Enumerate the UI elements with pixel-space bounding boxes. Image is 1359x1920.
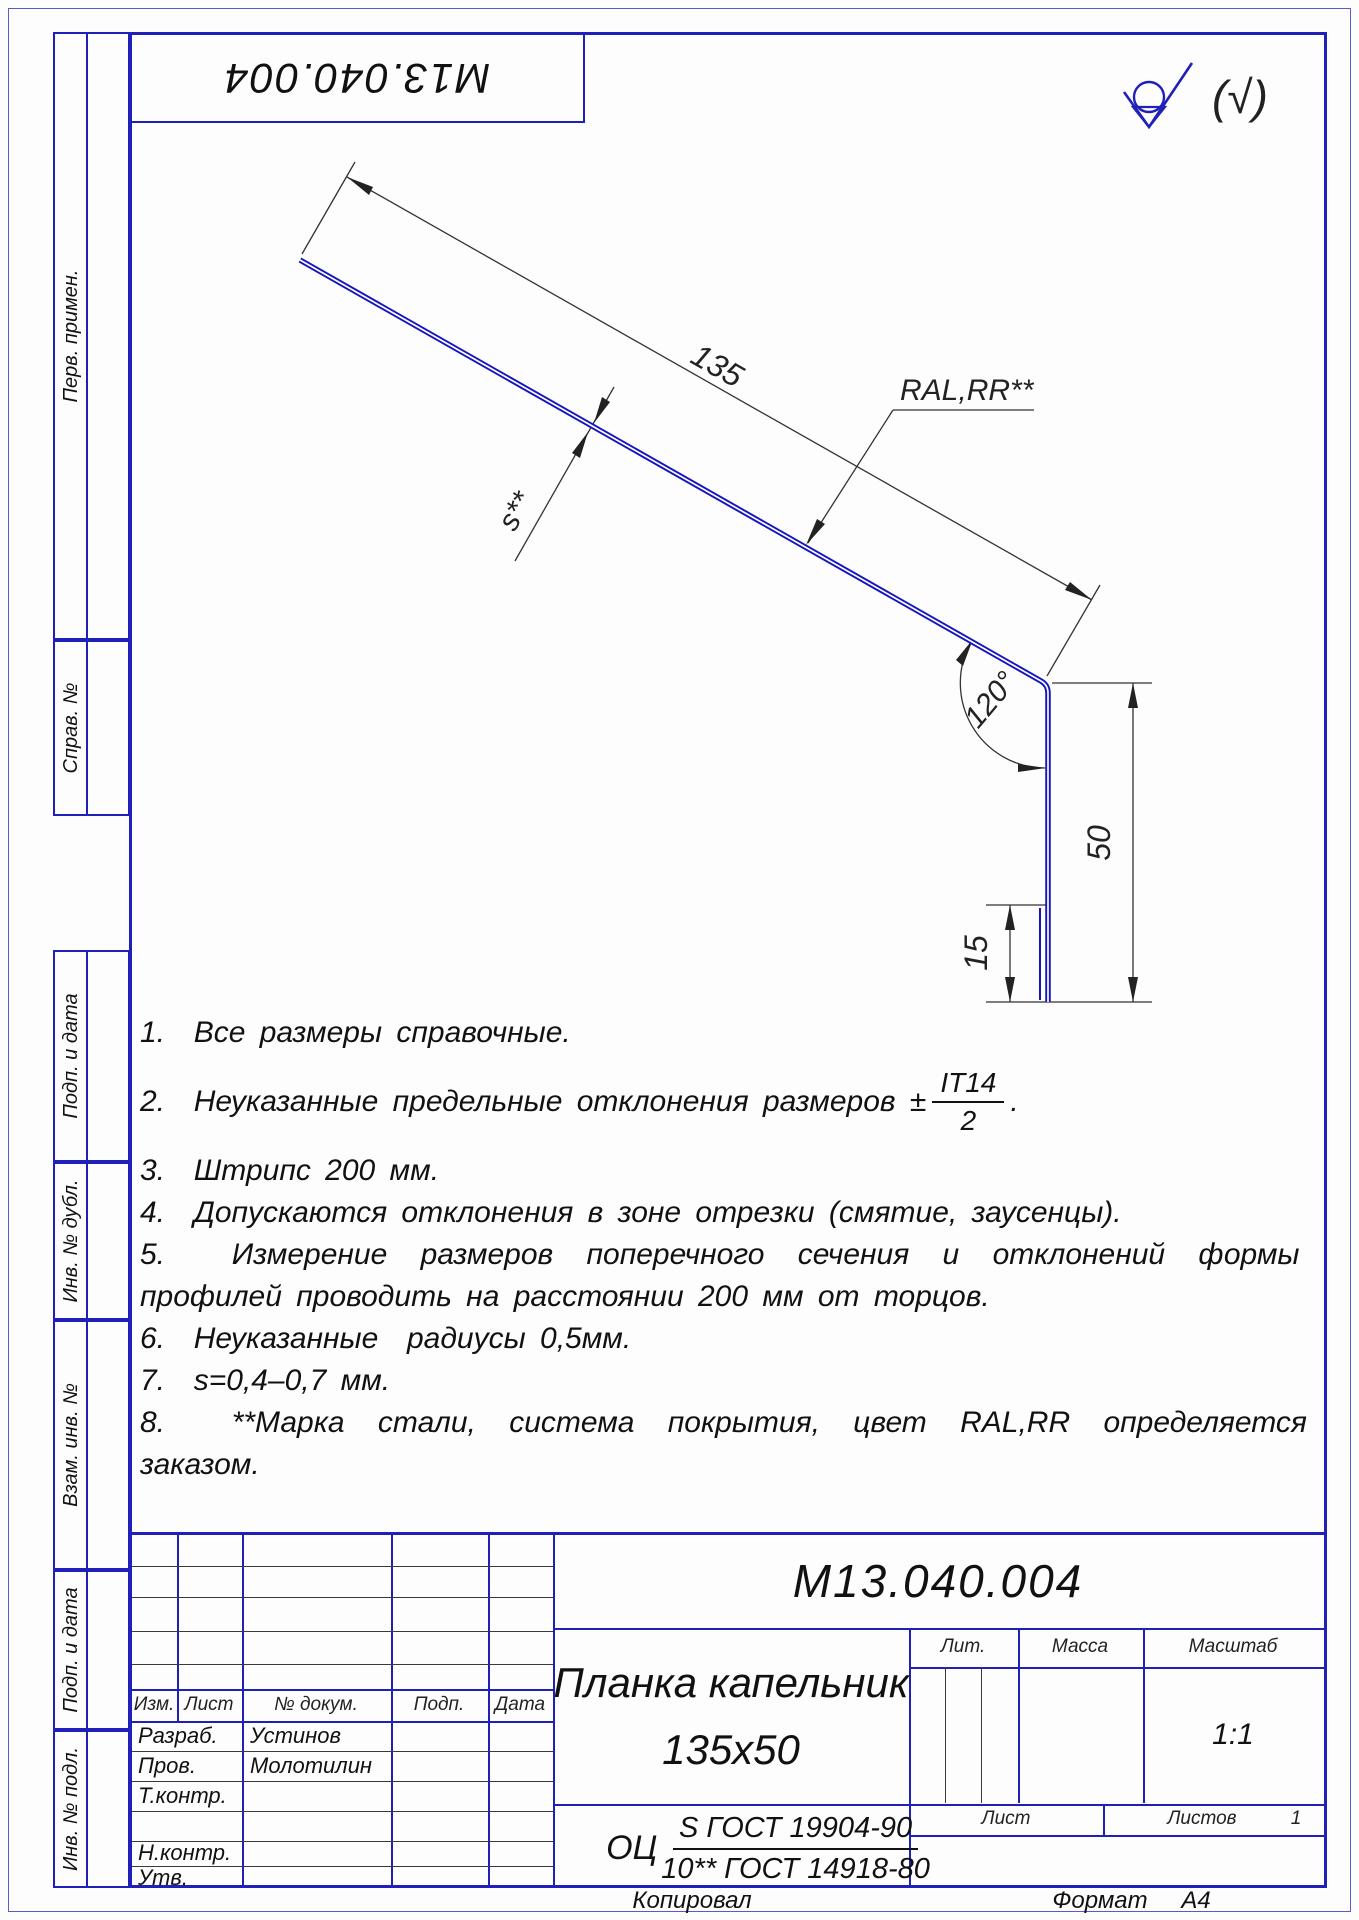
note-7: 7. s=0,4–0,7 мм. (140, 1364, 391, 1397)
extension-line (1047, 585, 1100, 676)
margin-label: Инв. № дубл. (60, 1179, 82, 1303)
margin-box-inv-dubl (53, 1162, 130, 1320)
note-4: 4. Допускаются отклонения в зоне отрезки (смятие, заусенцы). (140, 1196, 1122, 1229)
profile-drawing (130, 120, 1327, 1010)
tb-masshtab-label: Масштаб (1188, 1636, 1278, 1657)
margin-label: Подп. и дата (60, 1587, 82, 1713)
format-label: Формат (1052, 1887, 1148, 1914)
tb-scale-value: 1:1 (1212, 1718, 1254, 1751)
tb-line (909, 1667, 1324, 1669)
material-prefix: ОЦ (606, 1829, 658, 1868)
extension-line (302, 162, 355, 254)
margin-box-divider (86, 1164, 88, 1318)
margin-box-divider (86, 34, 88, 638)
tb-header-list: Лист (184, 1694, 234, 1715)
profile-outline (300, 260, 1048, 1002)
tb-thin-line (132, 1751, 553, 1752)
tb-thin-line (945, 1667, 946, 1803)
arrowhead (1018, 764, 1046, 772)
tb-line (1143, 1628, 1145, 1803)
margin-label: Подп. и дата (60, 993, 82, 1119)
arrowhead (572, 432, 588, 458)
tb-header-data: Дата (494, 1694, 546, 1715)
tb-line (553, 1804, 1324, 1806)
material-numerator: S ГОСТ 19904-90 (673, 1811, 918, 1850)
margin-box-divider (86, 1732, 88, 1886)
copied-label: Копировал (632, 1887, 752, 1914)
margin-box-podp-data-1 (53, 950, 130, 1162)
margin-box-sprav-no (53, 640, 130, 816)
note-6: 6. Неуказанные радиусы 0,5мм. (140, 1322, 632, 1355)
tb-line (177, 1535, 179, 1721)
tb-thin-line (132, 1811, 553, 1812)
dim-135-label: 135 (685, 336, 750, 395)
tolerance-fraction (932, 1067, 1004, 1137)
tb-line (132, 1689, 553, 1691)
dim-thickness-label: s** (491, 486, 540, 537)
note-3: 3. Штрипс 200 мм. (140, 1154, 440, 1187)
format-value: А4 (1181, 1887, 1211, 1914)
tb-massa-label: Масса (1051, 1636, 1109, 1657)
tb-part-name-line1: Планка капельник (553, 1659, 909, 1706)
tb-listov-label: Листов (1167, 1808, 1237, 1829)
tb-name: Устинов (250, 1723, 341, 1748)
tb-line (553, 1628, 1324, 1630)
profile-core-line (300, 260, 1048, 1002)
tb-thin-line (132, 1566, 553, 1567)
title-block (129, 1532, 1327, 1888)
margin-box-inv-podl (53, 1730, 130, 1888)
tb-line (1103, 1804, 1105, 1835)
tb-header-doc: № докум. (274, 1694, 358, 1715)
tb-line (242, 1535, 244, 1885)
dim-15-label: 15 (958, 935, 994, 971)
arrowhead (1128, 977, 1138, 1002)
tb-name: Молотилин (250, 1753, 373, 1778)
tb-thin-line (132, 1781, 553, 1782)
dim-angle-label: 120° (958, 665, 1024, 735)
material-fraction (661, 1811, 930, 1887)
note-2-period: . (1010, 1085, 1019, 1119)
tb-thin-line (981, 1667, 982, 1803)
tb-thin-line (132, 1866, 553, 1867)
tb-role: Утв. (138, 1865, 188, 1890)
tb-thin-line (132, 1631, 553, 1632)
tb-role: Пров. (138, 1753, 197, 1778)
arrowhead (594, 397, 610, 423)
fraction-numerator: IT14 (932, 1067, 1004, 1103)
note-1: 1. Все размеры справочные. (140, 1016, 571, 1049)
tb-thin-line (132, 1664, 553, 1665)
tb-lit-label: Лит. (940, 1636, 986, 1657)
tb-header-podp: Подп. (413, 1694, 465, 1715)
fraction-denominator: 2 (960, 1105, 977, 1136)
margin-box-divider (86, 642, 88, 814)
tb-header-izm: Изм. (133, 1694, 175, 1715)
tb-list-label: Лист (981, 1808, 1031, 1829)
rotated-designation-text: М13.040.004 (223, 54, 491, 102)
note-5-line2: профилей проводить на расстоянии 200 мм от торцов. (140, 1280, 990, 1313)
margin-label: Справ. № (60, 682, 82, 774)
note-2 (140, 1054, 1316, 1150)
technical-notes (140, 1012, 1316, 1486)
arrowhead (1005, 977, 1015, 1002)
arrowhead (1005, 905, 1015, 930)
tb-designation: М13.040.004 (792, 1555, 1084, 1607)
margin-box-podp-data-2 (53, 1570, 130, 1730)
tb-material (560, 1811, 976, 1887)
tb-line (553, 1535, 555, 1885)
margin-label: Инв. № подл. (60, 1746, 82, 1872)
arrowhead (347, 177, 373, 195)
arrowhead (1128, 683, 1138, 708)
material-denominator: 10** ГОСТ 14918-80 (661, 1852, 930, 1885)
tb-listov-value: 1 (1290, 1808, 1302, 1829)
note-5-line1: 5. Измерение размеров поперечного сечения и отклонений формы (140, 1238, 1300, 1271)
margin-box-divider (86, 1572, 88, 1728)
note-2-text: 2. Неуказанные предельные отклонения размеров ± (140, 1085, 927, 1119)
note-8-line2: заказом. (140, 1448, 260, 1481)
margin-box-vzam-inv (53, 1320, 130, 1570)
coating-label: RAL,RR** (900, 374, 1034, 407)
roughness-note-text: (√) (1212, 71, 1268, 123)
margin-box-divider (86, 952, 88, 1160)
rotated-designation-box (129, 32, 585, 123)
margin-box-divider (86, 1322, 88, 1568)
tb-role: Разраб. (138, 1723, 218, 1748)
arrowhead (1065, 582, 1092, 600)
tb-line (391, 1535, 393, 1885)
arrowhead (806, 519, 825, 545)
tb-line (488, 1535, 490, 1885)
margin-box-perv-primen (53, 32, 130, 640)
tb-thin-line (132, 1597, 553, 1598)
tb-role: Т.контр. (138, 1783, 227, 1808)
tb-line (1018, 1628, 1020, 1803)
margin-label: Перв. примен. (60, 269, 82, 403)
tb-role: Н.контр. (138, 1840, 232, 1865)
note-8-line1: 8. **Марка стали, система покрытия, цвет RAL,RR определяется (140, 1406, 1307, 1439)
margin-label: Взам. инв. № (60, 1383, 82, 1507)
dim-50-label: 50 (1081, 825, 1117, 861)
tb-part-name-line2: 135x50 (662, 1726, 800, 1773)
